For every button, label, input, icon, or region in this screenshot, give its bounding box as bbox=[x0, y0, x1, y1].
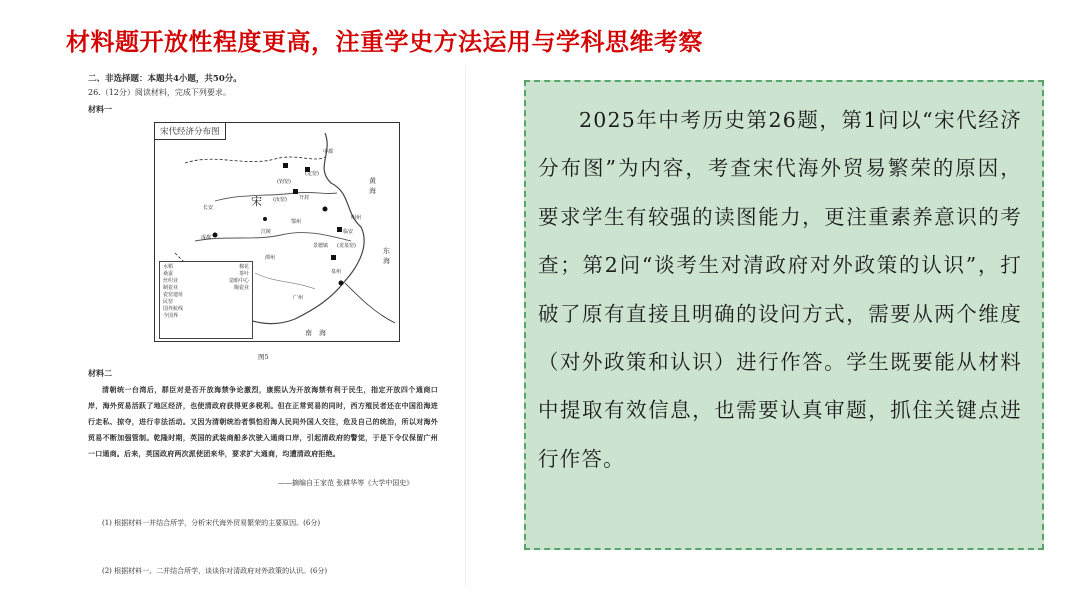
legend-item: 桑蚕 bbox=[163, 271, 174, 277]
svg-text:潭州: 潭州 bbox=[265, 255, 276, 261]
legend-item: 丝织业 bbox=[163, 278, 179, 284]
svg-text:海: 海 bbox=[369, 187, 376, 195]
map-legend bbox=[159, 261, 253, 339]
svg-text:明州: 明州 bbox=[351, 215, 362, 221]
figure-label: 图5 bbox=[258, 353, 269, 361]
svg-text:(龙泉窑): (龙泉窑) bbox=[337, 243, 356, 249]
svg-text:南 海: 南 海 bbox=[305, 329, 326, 337]
svg-text:临安: 临安 bbox=[343, 229, 354, 235]
legend-item: 民窑 bbox=[163, 299, 174, 305]
svg-text:中都: 中都 bbox=[323, 149, 334, 155]
svg-text:黄: 黄 bbox=[369, 177, 376, 185]
question-heading: 26.（12分）阅读材料，完成下列要求。 bbox=[88, 88, 231, 97]
song-economy-map bbox=[154, 122, 400, 342]
analysis-box bbox=[524, 80, 1044, 550]
map-title: 宋代经济分布图 bbox=[155, 123, 226, 140]
legend-item: 国外航线 bbox=[163, 306, 184, 312]
section-heading: 二、非选择题：本题共4小题，共50分。 bbox=[88, 74, 242, 84]
svg-text:广州: 广州 bbox=[293, 295, 304, 301]
legend-item: 瓷窑遗址 bbox=[163, 292, 184, 298]
map-center-label: 宋 bbox=[251, 195, 262, 208]
material-2-label: 材料二 bbox=[88, 368, 112, 378]
legend-item: 水稻 bbox=[163, 264, 174, 270]
svg-text:成都: 成都 bbox=[201, 235, 212, 241]
svg-text:鄂州: 鄂州 bbox=[291, 219, 302, 225]
legend-row bbox=[163, 285, 249, 292]
material-2-passage: 清朝统一台湾后，群臣对是否开放海禁争论激烈，康熙认为开放海禁有利于民生，指定开放四个通商口岸，海外贸易活跃了地区经济，也使清政府获得更多税利。但在正常贸易的同时，西方殖民者还在中国沿海进行走私、掠夺，进行非法活动。又因为清朝统治者惧怕沿海人民同外国人交往，危及自己的统治，所以对海外贸易不断加强管制。乾隆时期，英国的武装商船多次驶入通商口岸，引起清政府的警觉，于是下令仅保留广州一口通商。后来，英国政府两次派使团来华，要求扩大通商，均遭清政府拒绝。 bbox=[88, 385, 438, 458]
passage-citation: ——摘编自王家范 张耕华等《大学中国史》 bbox=[278, 479, 414, 487]
legend-item: 陶瓷业 bbox=[233, 285, 249, 291]
svg-text:海: 海 bbox=[383, 257, 390, 265]
slide-title: 材料题开放性程度更高，注重学史方法运用与学科思维考察 bbox=[66, 28, 703, 56]
analysis-text: 2025年中考历史第26题，第1问以“宋代经济分布图”为内容，考查宋代海外贸易繁荣的原因，要求学生有较强的读图能力，更注重素养意识的考查；第2问“谈考生对清政府对外政策的认识”，打破了原有直接且明确的设问方式，需要从两个维度（对外政策和认识）进行作答。学生既要能从材料中提取有效信息，也需要认真审题，抓住关键点进行作答。 bbox=[538, 108, 1022, 471]
svg-text:(定窑): (定窑) bbox=[305, 171, 319, 177]
legend-item: 茶叶 bbox=[238, 271, 249, 277]
material-1-label: 材料一 bbox=[88, 104, 112, 114]
sub-question-2: (2) 根据材料一、二并结合所学，谈谈你对清政府对外政策的认识。(6分) bbox=[102, 567, 328, 575]
legend-item: 棉花 bbox=[238, 264, 249, 270]
svg-text:开封: 开封 bbox=[299, 195, 310, 201]
legend-row bbox=[163, 278, 249, 285]
legend-item: 今国界 bbox=[163, 313, 179, 319]
svg-text:景德镇: 景德镇 bbox=[313, 243, 329, 249]
legend-row bbox=[163, 271, 249, 278]
legend-item: 造船中心 bbox=[228, 278, 249, 284]
svg-text:江陵: 江陵 bbox=[261, 229, 272, 235]
legend-row bbox=[163, 264, 249, 271]
svg-text:长安: 长安 bbox=[203, 205, 214, 211]
svg-text:(钧窑): (钧窑) bbox=[277, 179, 291, 185]
sub-question-1: (1) 根据材料一并结合所学，分析宋代海外贸易繁荣的主要原因。(6分) bbox=[102, 519, 321, 527]
svg-text:东: 东 bbox=[383, 247, 390, 255]
svg-text:泉州: 泉州 bbox=[331, 269, 342, 275]
exam-paper-image bbox=[68, 66, 466, 586]
legend-item: 制瓷业 bbox=[163, 285, 179, 291]
svg-text:(汝窑): (汝窑) bbox=[273, 197, 287, 203]
